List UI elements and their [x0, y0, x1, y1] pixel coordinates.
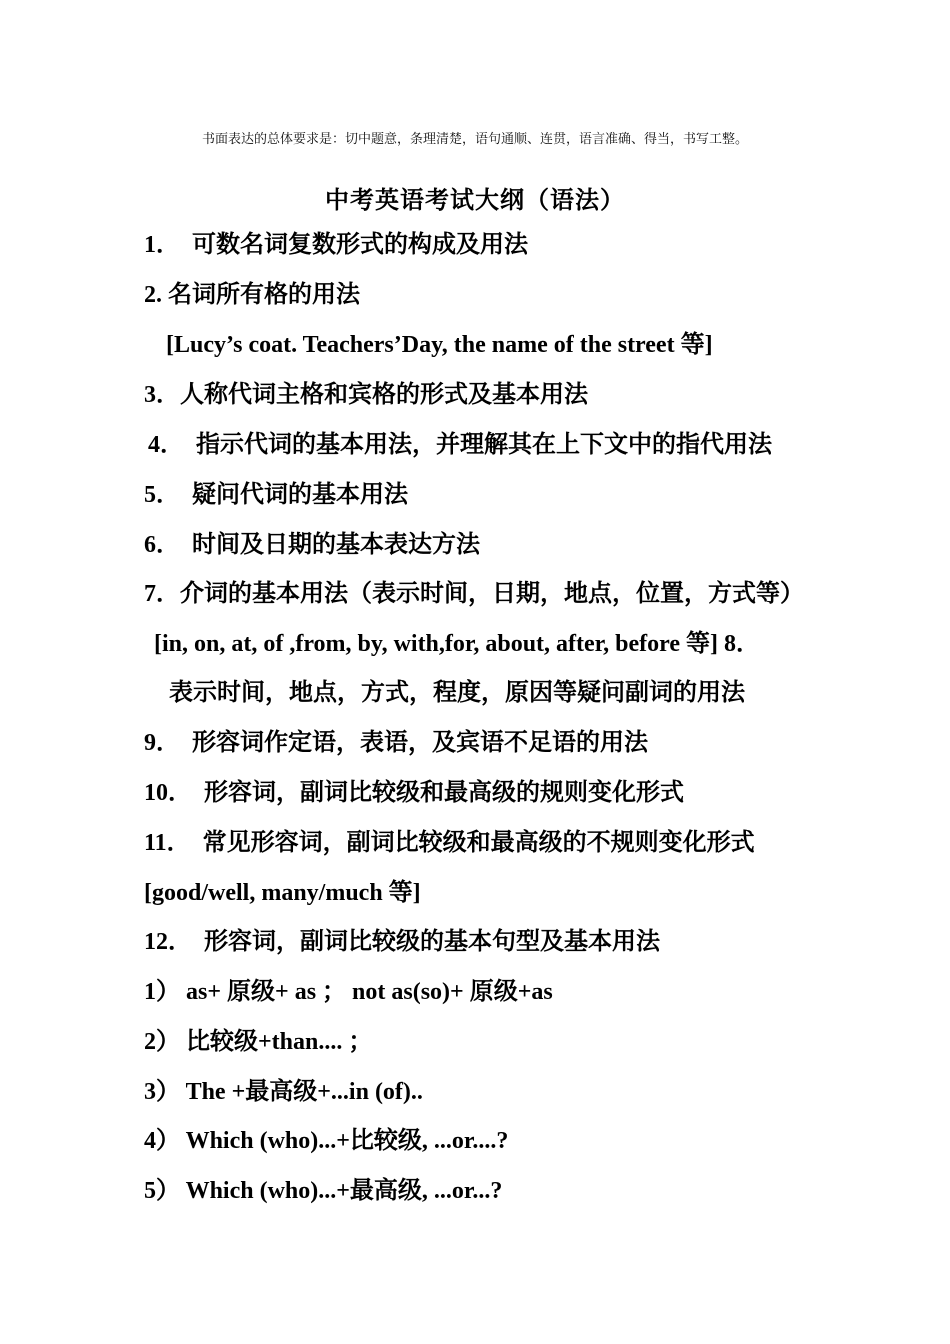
grammar-item-11-examples: [good/well, many/much 等] — [144, 880, 421, 906]
sentence-pattern-4: 4） Which (who)...+比较级, ...or....? — [144, 1128, 509, 1154]
grammar-item-2-examples: [Lucy’s coat. Teachers’Day, the name of the street 等] — [166, 332, 713, 358]
grammar-item-7-examples: [in, on, at, of ,from, by, with,for, about, after, before 等] 8． — [154, 631, 760, 657]
sentence-pattern-1: 1） as+ 原级+ as ； not as(so)+ 原级+as — [144, 979, 553, 1005]
grammar-item-11: 11． 常见形容词，副词比较级和最高级的不规则变化形式 — [144, 830, 755, 856]
grammar-item-6: 6． 时间及日期的基本表达方法 — [144, 532, 480, 558]
sentence-pattern-2: 2） 比较级+than.... ； — [144, 1029, 373, 1055]
sentence-pattern-3: 3） The +最高级+...in (of).. — [144, 1079, 423, 1105]
grammar-item-3: 3．人称代词主格和宾格的形式及基本用法 — [144, 382, 588, 408]
grammar-item-8: 表示时间，地点，方式，程度，原因等疑问副词的用法 — [169, 680, 745, 706]
grammar-item-2: 2. 名词所有格的用法 — [144, 282, 360, 308]
grammar-item-10: 10． 形容词，副词比较级和最高级的规则变化形式 — [144, 780, 684, 806]
grammar-item-1: 1． 可数名词复数形式的构成及用法 — [144, 232, 528, 258]
grammar-item-4: 4． 指示代词的基本用法，并理解其在上下文中的指代用法 — [148, 432, 772, 458]
sentence-pattern-5: 5） Which (who)...+最高级, ...or...? — [144, 1178, 503, 1204]
grammar-item-5: 5． 疑问代词的基本用法 — [144, 482, 408, 508]
document-title: 中考英语考试大纲（语法） — [325, 188, 625, 214]
grammar-item-7: 7．介词的基本用法（表示时间，日期，地点，位置，方式等） — [144, 581, 804, 607]
grammar-item-9: 9． 形容词作定语，表语，及宾语不足语的用法 — [144, 730, 648, 756]
header-note: 书面表达的总体要求是：切中题意，条理清楚，语句通顺、连贯，语言准确、得当，书写工整。 — [201, 131, 748, 146]
grammar-item-12: 12． 形容词，副词比较级的基本句型及基本用法 — [144, 929, 660, 955]
